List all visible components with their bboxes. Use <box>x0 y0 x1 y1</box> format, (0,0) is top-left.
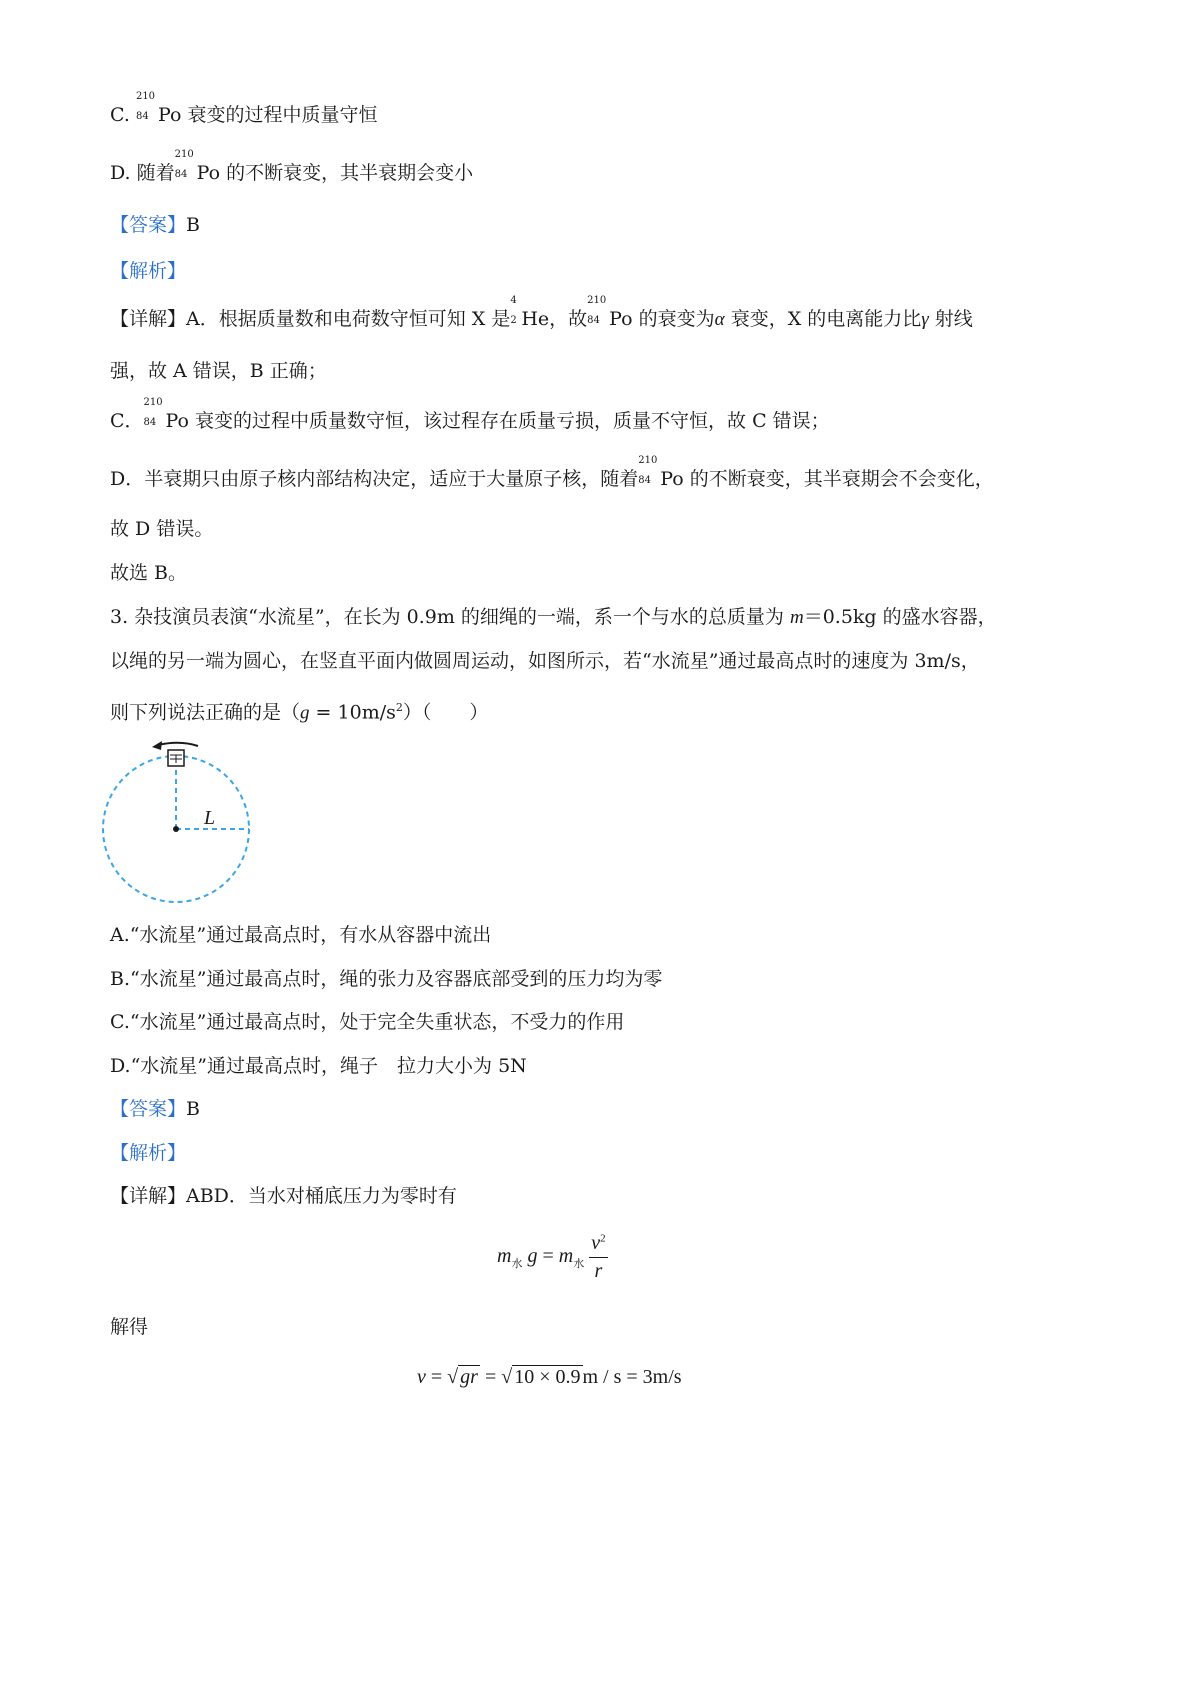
option-c-q2: C. 210 84 Po 衰变的过程中质量守恒 <box>110 91 378 126</box>
po-nuclide: 210 84 Po <box>143 397 189 432</box>
q3-line3: 则下列说法正确的是$(g = 10m/s^2)$（ ） <box>110 701 489 724</box>
po-nuclide: 210 84 Po <box>135 91 182 126</box>
water-meteor-figure <box>100 738 260 908</box>
he-nuclide: 4 2 He <box>510 295 550 330</box>
detail-q2-line2: 强，故 A 错误，B 正确； <box>110 360 327 382</box>
solve-label: 解得 <box>110 1316 149 1338</box>
q3-line1: 3. 杂技演员表演“水流星”，在长为 0.9m 的细绳的一端，系一个与水的总质量为 m＝0.5kg 的盛水容器， <box>110 606 997 628</box>
rotation-arrow-icon <box>158 743 198 746</box>
detail-q2-d-line2: 故 D 错误。 <box>110 518 214 540</box>
answer-q2: 【答案】B <box>110 214 200 236</box>
option-d-q2: D. 随着 210 84 Po 的不断衰变，其半衰期会变小 <box>110 149 474 184</box>
answer-q3: 【答案】B <box>110 1098 200 1120</box>
detail-q3: 【详解】ABD．当水对桶底压力为零时有 <box>110 1185 457 1207</box>
equation-velocity: v = √ gr = √ 10 × 0.9 m / s = 3m/s <box>417 1366 682 1388</box>
analysis-tag-q2: 【解析】 <box>110 260 187 282</box>
detail-q2-line1: 【详解】A．根据质量数和电荷数守恒可知 X 是 4 2 He，故 210 84 Po 的衰变为α 衰变，X 的电离能力比γ 射线 <box>110 295 973 330</box>
choose-q2: 故选 B。 <box>110 562 188 584</box>
option-b-q3: B.“水流星”通过最高点时，绳的张力及容器底部受到的压力均为零 <box>110 968 663 990</box>
length-label: L <box>204 807 216 829</box>
center-dot <box>173 826 179 832</box>
q3-line2: 以绳的另一端为圆心，在竖直平面内做圆周运动，如图所示，若“水流星”通过最高点时的速度为 3m/s， <box>110 650 980 672</box>
detail-q2-d: D．半衰期只由原子核内部结构决定，适应于大量原子核，随着 210 84 Po 的不断衰变，其半衰期会不会变化， <box>110 455 994 490</box>
detail-q2-c: C． 210 84 Po 衰变的过程中质量数守恒，该过程存在质量亏损，质量不守恒，故 C 错误； <box>110 397 830 432</box>
answer-tag: 【答案】 <box>110 214 187 236</box>
equation-force-balance: $m_水$ $g = m_水$ $\frac{v^2}{r}$ <box>497 1232 606 1282</box>
option-c-q3: C.“水流星”通过最高点时，处于完全失重状态，不受力的作用 <box>110 1011 625 1033</box>
po-nuclide: 210 84 Po <box>587 295 633 330</box>
analysis-tag-q3: 【解析】 <box>110 1142 187 1164</box>
velocity-fraction: $\frac{v^2}{r}$ <box>591 1232 606 1282</box>
answer-tag: 【答案】 <box>110 1098 187 1120</box>
option-a-q3: A.“水流星”通过最高点时，有水从容器中流出 <box>110 924 492 946</box>
po-nuclide: 210 84 Po <box>638 455 684 490</box>
po-nuclide: 210 84 Po <box>174 149 221 184</box>
option-d-q3: D.“水流星”通过最高点时，绳子 拉力大小为 5N <box>110 1055 527 1077</box>
